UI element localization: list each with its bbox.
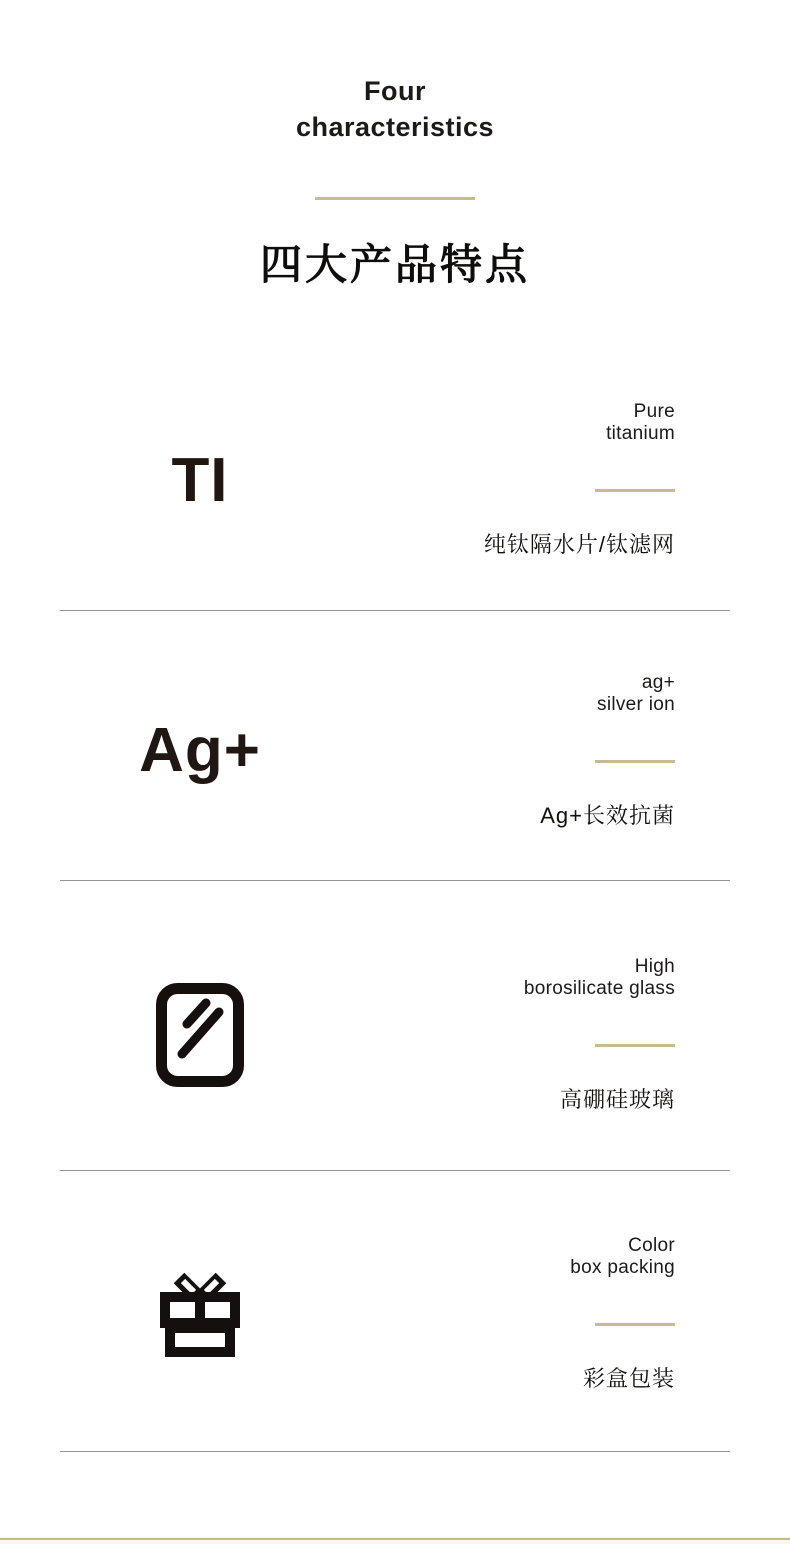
title-chinese: 四大产品特点 [259,241,530,289]
glass-english-line2: borosilicate glass [523,977,675,999]
titanium-english-line1: Pure [633,401,675,422]
silver-ion-badge-column [60,715,340,786]
silver-ion-english-line1: ag+ [641,671,675,693]
glass-chinese-label: 高硼硅玻璃 [559,1086,675,1112]
title-english: Four characteristics [295,76,495,142]
titanium-english-line2: titanium [606,423,675,444]
glass-pane-icon [156,983,244,1087]
packing-badge-column [60,1270,340,1358]
section-borosilicate-glass [60,881,730,1171]
packing-accent-divider [595,1323,675,1326]
footer-cream-strip [0,1540,790,1544]
silver-ion-english-line2: silver ion [597,693,675,715]
titanium-badge-column [60,445,340,516]
header-accent-divider [315,197,475,200]
page-footer [0,1452,790,1544]
glass-english-line1: High [634,955,675,977]
glass-badge-column [60,983,340,1087]
titanium-english-label [606,401,675,445]
packing-english-line1: Color [628,1235,675,1256]
silver-ion-symbol-text: Ag+ [139,716,261,785]
titanium-symbol-text: TI [171,445,229,515]
section-silver-ion [60,611,730,881]
titanium-chinese-label: 纯钛隔水片/钛滤网 [483,532,675,557]
packing-info-column [340,1235,730,1393]
silver-ion-info-column [340,672,730,830]
packing-chinese-label: 彩盒包装 [582,1366,675,1391]
feature-sections [60,340,730,1452]
glass-info-column [340,956,730,1114]
packing-english-line2: box packing [570,1257,675,1278]
silver-ion-accent-divider [595,760,675,763]
titanium-info-column [340,401,730,559]
gift-box-icon [156,1270,244,1358]
page-header [0,0,790,340]
packing-english-label [570,1235,675,1279]
titanium-accent-divider [595,489,675,492]
section-pure-titanium [60,340,730,611]
section-color-box-packing [60,1171,730,1452]
silver-ion-chinese-label: Ag+长效抗菌 [540,802,675,828]
glass-english-label [524,956,675,1000]
glass-accent-divider [595,1044,675,1047]
silver-ion-english-label [597,672,675,716]
